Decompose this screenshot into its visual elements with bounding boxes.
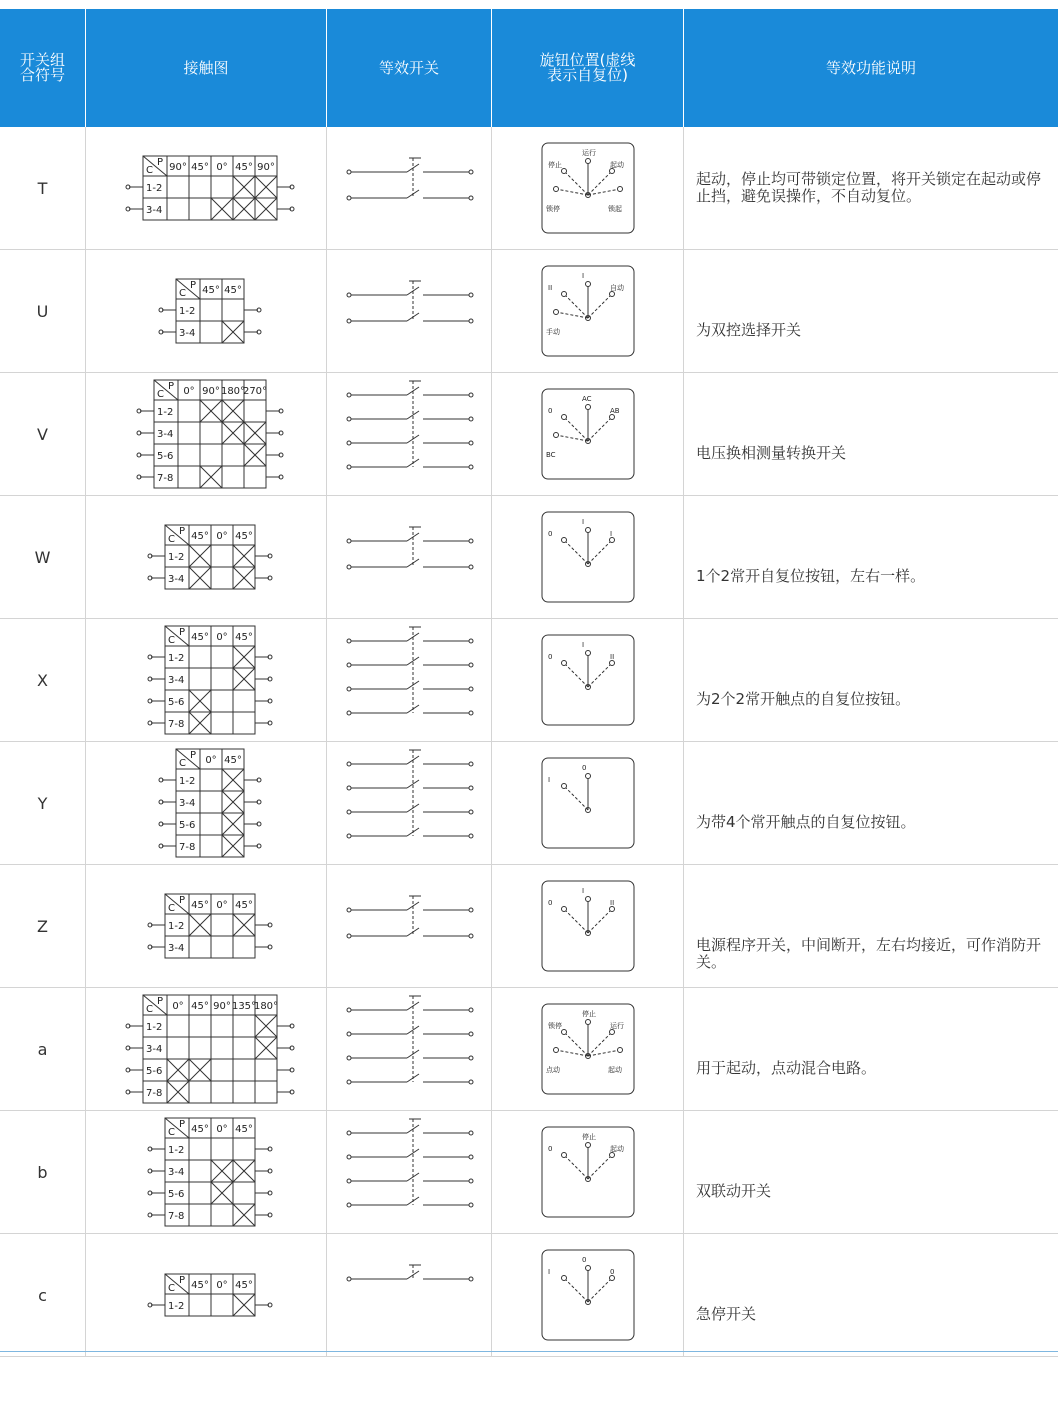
contact-grid (148, 1274, 272, 1316)
grid-contact-label: 3-4 (146, 1044, 163, 1055)
contact-grid (148, 626, 272, 734)
contact-grid (148, 894, 272, 958)
knob-label: 0 (548, 899, 553, 907)
grid-contact-label: 3-4 (179, 328, 196, 339)
contact-diagram-cell (86, 619, 327, 741)
table-row (0, 1234, 1058, 1357)
grid-angle-label: 45° (235, 1124, 253, 1135)
function-description: 为带4个常开触点的自复位按钮。 (696, 813, 916, 831)
grid-contact-label: 3-4 (168, 574, 185, 585)
grid-p-label: P (179, 1119, 186, 1130)
knob-label: II (610, 899, 615, 907)
grid-contact-label: 1-2 (146, 183, 163, 194)
knob-label: 停止 (582, 1133, 596, 1141)
grid-contact-label: 1-2 (179, 306, 196, 317)
contact-diagram-cell (86, 496, 327, 618)
knob-position-diagram (542, 389, 634, 479)
function-description: 用于起动，点动混合电路。 (696, 1059, 877, 1077)
knob-label: I (582, 887, 585, 895)
grid-angle-label: 90° (202, 386, 220, 397)
knob-label: AC (582, 395, 592, 403)
contact-grid (159, 279, 261, 343)
grid-angle-label: 90° (213, 1001, 231, 1012)
equivalent-switch-cell (327, 496, 492, 618)
grid-contact-label: 3-4 (179, 798, 196, 809)
table-row (0, 865, 1058, 988)
function-description: 为2个2常开触点的自复位按钮。 (696, 690, 911, 708)
knob-label: 起动 (610, 1145, 624, 1153)
grid-p-label: P (179, 627, 186, 638)
grid-contact-label: 1-2 (168, 1145, 185, 1156)
equivalent-switch-diagram (347, 527, 473, 569)
knob-label: 0 (548, 530, 553, 538)
grid-angle-label: 45° (235, 900, 253, 911)
table-bottom-rule (0, 1351, 1058, 1352)
knob-position-diagram (542, 512, 634, 602)
knob-position-diagram (542, 143, 634, 233)
function-description: 起动，停止均可带锁定位置，将开关锁定在起动或停止挡，避免误操作，不自动复位。 (696, 170, 1042, 205)
equivalent-switch-diagram (347, 996, 473, 1084)
equivalent-switch-cell (327, 127, 492, 249)
knob-label: 0 (548, 407, 553, 415)
grid-contact-label: 3-4 (168, 1167, 185, 1178)
symbol-cell: a (0, 988, 86, 1110)
grid-c-label: C (179, 758, 186, 769)
knob-position-cell (492, 988, 684, 1110)
grid-contact-label: 1-2 (179, 776, 196, 787)
equivalent-switch-diagram (347, 896, 473, 938)
contact-diagram-cell (86, 865, 327, 987)
grid-c-label: C (168, 1283, 175, 1294)
grid-contact-label: 1-2 (157, 407, 174, 418)
knob-label: 0 (582, 764, 587, 772)
knob-position-cell (492, 127, 684, 249)
equivalent-switch-diagram (347, 750, 473, 838)
grid-angle-label: 45° (191, 632, 209, 643)
knob-label: I (548, 776, 551, 784)
grid-p-label: P (157, 996, 164, 1007)
knob-label: 0 (610, 1268, 615, 1276)
symbol-cell: c (0, 1234, 86, 1356)
grid-angle-label: 0° (172, 1001, 184, 1012)
grid-contact-label: 7-8 (146, 1088, 163, 1099)
grid-angle-label: 180° (253, 1001, 279, 1012)
grid-p-label: P (179, 526, 186, 537)
grid-c-label: C (146, 1004, 153, 1015)
table-row (0, 742, 1058, 865)
equivalent-switch-cell (327, 1111, 492, 1233)
symbol-cell: Y (0, 742, 86, 864)
contact-diagram-cell (86, 127, 327, 249)
equivalent-switch-diagram (347, 381, 473, 469)
table-row (0, 127, 1058, 250)
header-function: 等效功能说明 (825, 58, 916, 77)
grid-angle-label: 45° (202, 285, 220, 296)
knob-label: I (582, 272, 585, 280)
knob-label: AB (610, 407, 620, 415)
knob-position-cell (492, 742, 684, 864)
table-row (0, 619, 1058, 742)
grid-c-label: C (157, 389, 164, 400)
contact-grid (159, 749, 261, 857)
grid-angle-label: 45° (235, 162, 253, 173)
knob-label: 自动 (610, 284, 624, 292)
grid-c-label: C (168, 1127, 175, 1138)
table-row (0, 1111, 1058, 1234)
knob-label: 运行 (610, 1022, 624, 1030)
knob-position-cell (492, 865, 684, 987)
knob-position-diagram (542, 1250, 634, 1340)
symbol-cell: T (0, 127, 86, 249)
contact-grid (126, 156, 294, 220)
grid-p-label: P (168, 381, 175, 392)
grid-contact-label: 3-4 (157, 429, 174, 440)
grid-contact-label: 3-4 (168, 943, 185, 954)
grid-contact-label: 7-8 (168, 1211, 185, 1222)
equivalent-switch-cell (327, 250, 492, 372)
symbol-cell: W (0, 496, 86, 618)
knob-label: 0 (548, 653, 553, 661)
grid-angle-label: 0° (183, 386, 195, 397)
function-description: 为双控选择开关 (696, 321, 802, 339)
knob-label: I (582, 518, 585, 526)
grid-angle-label: 90° (169, 162, 187, 173)
grid-p-label: P (157, 157, 164, 168)
knob-position-cell (492, 496, 684, 618)
knob-label: 起动 (610, 161, 624, 169)
table-header (0, 9, 1058, 127)
contact-diagram-cell (86, 250, 327, 372)
knob-position-diagram (542, 1004, 634, 1094)
table-row (0, 496, 1058, 619)
function-description: 电压换相测量转换开关 (696, 444, 847, 462)
contact-diagram-cell (86, 1111, 327, 1233)
knob-label: 锁停 (548, 1022, 562, 1030)
knob-label: 0 (582, 1256, 587, 1264)
grid-contact-label: 5-6 (168, 697, 185, 708)
grid-angle-label: 45° (224, 755, 242, 766)
grid-angle-label: 45° (191, 531, 209, 542)
grid-contact-label: 5-6 (179, 820, 196, 831)
grid-angle-label: 45° (235, 1280, 253, 1291)
function-description: 急停开关 (696, 1305, 757, 1323)
grid-contact-label: 5-6 (146, 1066, 163, 1077)
equivalent-switch-cell (327, 373, 492, 495)
grid-c-label: C (146, 165, 153, 176)
grid-angle-label: 0° (216, 531, 228, 542)
grid-angle-label: 45° (191, 1280, 209, 1291)
knob-label: 点动 (546, 1066, 560, 1074)
grid-c-label: C (168, 534, 175, 545)
knob-label: 停止 (582, 1010, 596, 1018)
grid-angle-label: 0° (216, 632, 228, 643)
header-contact-diagram: 接触图 (86, 9, 327, 127)
knob-position-cell (492, 373, 684, 495)
symbol-cell: U (0, 250, 86, 372)
equivalent-switch-diagram (347, 1265, 473, 1281)
grid-contact-label: 1-2 (168, 653, 185, 664)
grid-angle-label: 0° (216, 900, 228, 911)
grid-c-label: C (168, 635, 175, 646)
contact-diagram-cell (86, 373, 327, 495)
knob-label: 手动 (546, 328, 560, 336)
grid-contact-label: 7-8 (168, 719, 185, 730)
grid-contact-label: 1-2 (168, 1301, 185, 1312)
grid-angle-label: 0° (216, 1280, 228, 1291)
knob-position-diagram (542, 1127, 634, 1217)
knob-position-diagram (542, 881, 634, 971)
grid-p-label: P (179, 895, 186, 906)
equivalent-switch-cell (327, 988, 492, 1110)
grid-angle-label: 135° (231, 1001, 257, 1012)
function-description: 双联动开关 (696, 1182, 772, 1200)
grid-contact-label: 1-2 (146, 1022, 163, 1033)
equivalent-switch-diagram (347, 281, 473, 323)
knob-label: 运行 (582, 149, 596, 157)
grid-angle-label: 45° (191, 1124, 209, 1135)
symbol-cell: V (0, 373, 86, 495)
symbol-cell: X (0, 619, 86, 741)
knob-label: 锁停 (546, 205, 560, 213)
knob-position-diagram (542, 635, 634, 725)
header-knob-position: 旋钮位置(虚线 表示自复位) (492, 9, 684, 127)
equivalent-switch-cell (327, 865, 492, 987)
knob-position-cell (492, 619, 684, 741)
symbol-cell: b (0, 1111, 86, 1233)
contact-diagram-cell (86, 1234, 327, 1356)
knob-label: 起动 (608, 1066, 622, 1074)
knob-label: I (548, 1268, 551, 1276)
equivalent-switch-diagram (347, 158, 473, 200)
grid-contact-label: 5-6 (168, 1189, 185, 1200)
contact-grid (126, 995, 294, 1103)
equivalent-switch-cell (327, 1234, 492, 1356)
knob-position-cell (492, 250, 684, 372)
grid-angle-label: 90° (257, 162, 275, 173)
knob-label: 停止 (548, 161, 562, 169)
table-row (0, 250, 1058, 373)
grid-angle-label: 45° (235, 531, 253, 542)
grid-c-label: C (168, 903, 175, 914)
grid-angle-label: 45° (224, 285, 242, 296)
grid-contact-label: 7-8 (157, 473, 174, 484)
grid-angle-label: 45° (191, 1001, 209, 1012)
knob-label: I (582, 641, 585, 649)
grid-c-label: C (179, 288, 186, 299)
equivalent-switch-cell (327, 742, 492, 864)
grid-angle-label: 45° (191, 162, 209, 173)
contact-grid (148, 525, 272, 589)
grid-contact-label: 1-2 (168, 921, 185, 932)
knob-position-diagram (542, 758, 634, 848)
contact-grid (137, 380, 283, 488)
grid-p-label: P (190, 280, 197, 291)
grid-angle-label: 0° (205, 755, 217, 766)
grid-angle-label: 45° (235, 632, 253, 643)
contact-diagram-cell (86, 742, 327, 864)
knob-label: BC (546, 451, 556, 459)
table-row (0, 988, 1058, 1111)
grid-angle-label: 45° (191, 900, 209, 911)
knob-label: 0 (548, 1145, 553, 1153)
equivalent-switch-cell (327, 619, 492, 741)
equivalent-switch-diagram (347, 627, 473, 715)
header-symbol: 开关组 合符号 (0, 9, 86, 127)
knob-position-cell (492, 1111, 684, 1233)
contact-grid (148, 1118, 272, 1226)
grid-contact-label: 3-4 (168, 675, 185, 686)
knob-label: I (610, 530, 613, 538)
grid-p-label: P (179, 1275, 186, 1286)
header-equivalent-switch: 等效开关 (327, 9, 492, 127)
grid-contact-label: 7-8 (179, 842, 196, 853)
grid-angle-label: 0° (216, 162, 228, 173)
grid-contact-label: 5-6 (157, 451, 174, 462)
grid-contact-label: 3-4 (146, 205, 163, 216)
contact-diagram-cell (86, 988, 327, 1110)
grid-angle-label: 270° (242, 386, 268, 397)
table-row (0, 373, 1058, 496)
function-description: 1个2常开自复位按钮，左右一样。 (696, 567, 926, 585)
knob-position-cell (492, 1234, 684, 1356)
grid-angle-label: 180° (220, 386, 246, 397)
grid-angle-label: 0° (216, 1124, 228, 1135)
knob-label: II (610, 653, 615, 661)
knob-label: 锁起 (608, 205, 622, 213)
equivalent-switch-diagram (347, 1119, 473, 1207)
grid-p-label: P (190, 750, 197, 761)
function-description: 电源程序开关，中间断开，左右均接近，可作消防开关。 (696, 936, 1042, 971)
grid-contact-label: 1-2 (168, 552, 185, 563)
symbol-cell: Z (0, 865, 86, 987)
knob-position-diagram (542, 266, 634, 356)
knob-label: II (548, 284, 553, 292)
